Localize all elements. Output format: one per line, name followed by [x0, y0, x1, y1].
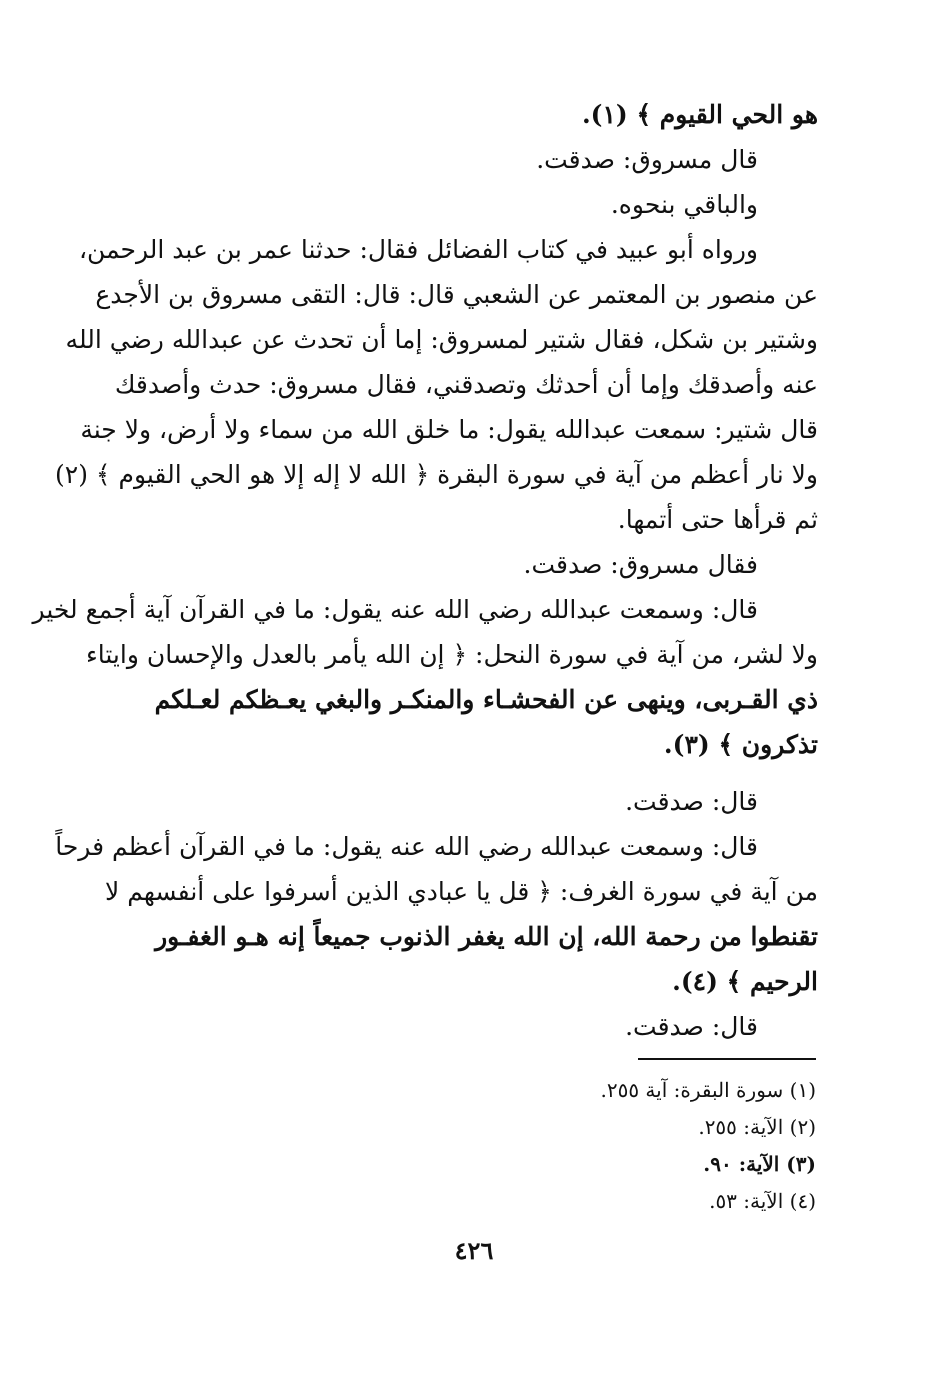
- text-line-21: الرحيم ﴾ (٤).: [672, 967, 818, 996]
- text-line-4: ورواه أبو عبيد في كتاب الفضائل فقال: حدثنا عمر بن عبد الرحمن،: [78, 235, 758, 264]
- footnote-4: (٤) الآية: ٥٣.: [709, 1189, 816, 1213]
- text-line-7: عنه وأصدقك وإما أن أحدثك وتصدقني، فقال مسروق: حدث وأصدقك: [114, 370, 818, 399]
- text-line-13: ولا لشر، من آية في سورة النحل: ﴿ إن الله يأمر بالعدل والإحسان وايتاء: [86, 640, 818, 669]
- body-text: [32, 92, 818, 1049]
- footnote-1: (١) سورة البقرة: آية ٢٥٥.: [600, 1078, 816, 1102]
- text-line-16: [120, 767, 818, 779]
- text-line-5: عن منصور بن المعتمر عن الشعبي قال: قال: التقى مسروق بن الأجدع: [95, 280, 818, 309]
- text-line-6: وشتير بن شكل، فقال شتير لمسروق: إما أن تحدث عن عبدالله رضي الله: [65, 325, 818, 354]
- text-line-9: ولا نار أعظم من آية في سورة البقرة ﴿ الله لا إله إلا هو الحي القيوم ﴾ (٢): [55, 460, 818, 489]
- text-line-17: قال: صدقت.: [625, 787, 758, 816]
- text-line-3: والباقي بنحوه.: [610, 190, 758, 219]
- text-line-15: تذكرون ﴾ (٣).: [663, 730, 818, 759]
- text-line-22: قال: صدقت.: [625, 1012, 758, 1041]
- page-number: ٤٢٦: [454, 1236, 494, 1265]
- text-line-18: قال: وسمعت عبدالله رضي الله عنه يقول: ما في القرآن أعظم فرحاً: [55, 832, 758, 861]
- footnote-2: (٢) الآية: ٢٥٥.: [698, 1115, 816, 1139]
- text-line-8: قال شتير: سمعت عبدالله يقول: ما خلق الله من سماء ولا أرض، ولا جنة: [80, 415, 818, 444]
- footnote-separator: [638, 1058, 816, 1060]
- text-line-12: قال: وسمعت عبدالله رضي الله عنه يقول: ما في القرآن آية أجمع لخير: [32, 595, 758, 624]
- text-line-1: هو الحي القيوم ﴾ (١).: [581, 100, 818, 129]
- text-line-11: فقال مسروق: صدقت.: [523, 550, 758, 579]
- footnotes: [600, 1072, 816, 1220]
- text-line-20: تقنطوا من رحمة الله، إن الله يغفر الذنوب جميعاً إنه هـو الغفـور: [155, 922, 818, 951]
- text-line-14: ذي القـربى، وينهى عن الفحشـاء والمنكـر والبغي يعـظكم لعـلكم: [154, 685, 818, 714]
- text-line-2: قال مسروق: صدقت.: [536, 145, 758, 174]
- text-line-19: من آية في سورة الغرف: ﴿ قل يا عبادي الذين أسرفوا على أنفسهم لا: [105, 877, 818, 906]
- footnote-3: (٣) الآية: ٩٠.: [703, 1152, 816, 1176]
- text-line-10: ثم قرأها حتى أتمها.: [617, 505, 818, 534]
